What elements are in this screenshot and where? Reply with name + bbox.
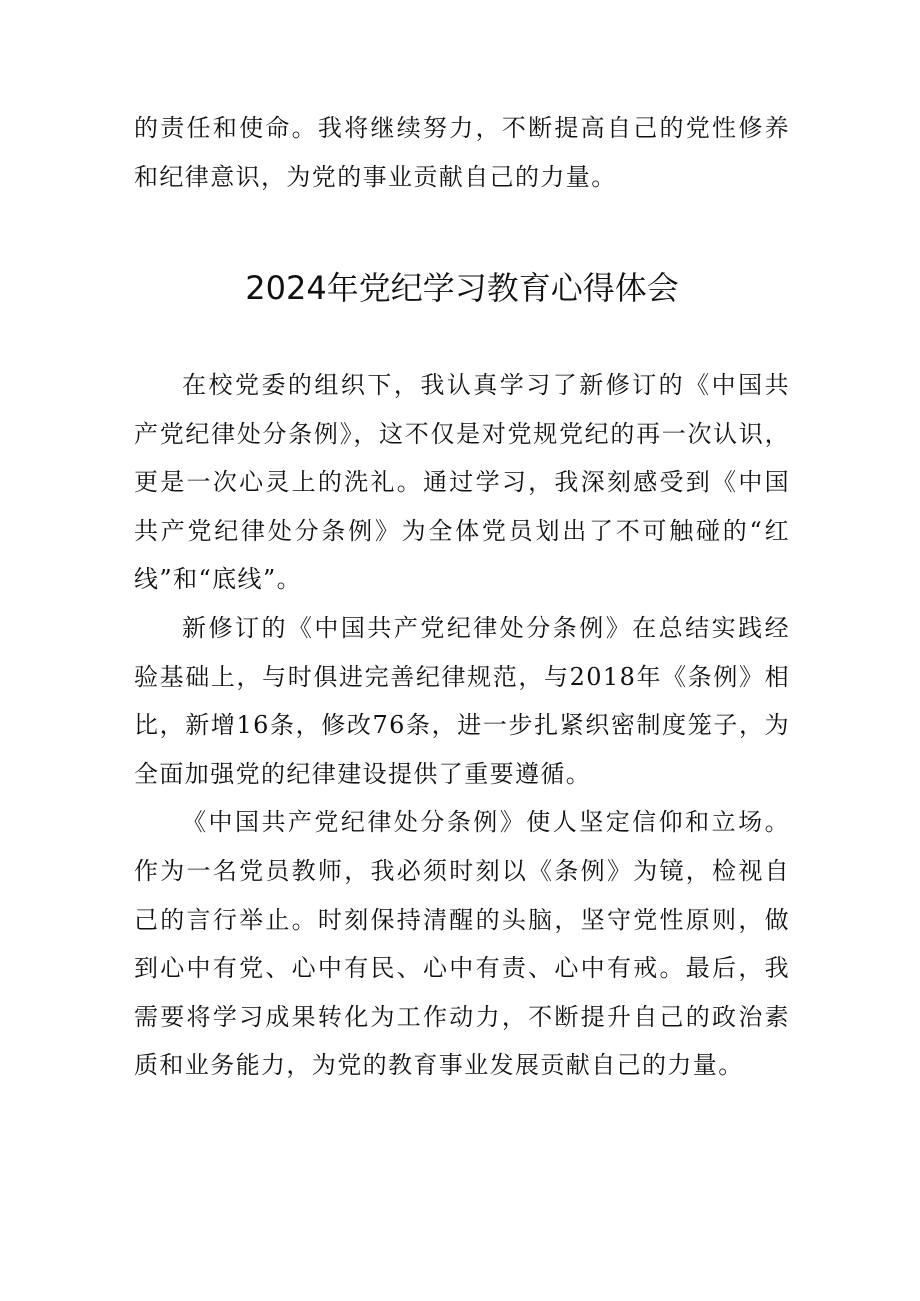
carryover-paragraph-block <box>134 104 790 201</box>
carryover-paragraph: 的责任和使命。我将继续努力，不断提高自己的党性修养和纪律意识，为党的事业贡献自己的力量。 <box>134 114 790 191</box>
body-paragraph-1: 在校党委的组织下，我认真学习了新修订的《中国共产党纪律处分条例》，这不仅是对党规党纪的再一次认识，更是一次心灵上的洗礼。通过学习，我深刻感受到《中国共产党纪律处分条例》为全体党员划出了不可触碰的“红线”和“底线”。 <box>134 371 790 594</box>
body-paragraph-2: 新修订的《中国共产党纪律处分条例》在总结实践经验基础上，与时俱进完善纪律规范，与2018年《条例》相比，新增16条，修改76条，进一步扎紧织密制度笼子，为全面加强党的纪律建设提供了重要遵循。 <box>134 613 790 788</box>
document-title: 2024年党纪学习教育心得体会 <box>245 269 679 307</box>
document-body <box>134 361 790 1090</box>
body-paragraph-3: 《中国共产党纪律处分条例》使人坚定信仰和立场。作为一名党员教师，我必须时刻以《条例》为镜，检视自己的言行举止。时刻保持清醒的头脑，坚守党性原则，做到心中有党、心中有民、心中有责、心中有戒。最后，我需要将学习成果转化为工作动力，不断提升自己的政治素质和业务能力，为党的教育事业发展贡献自己的力量。 <box>134 808 790 1080</box>
